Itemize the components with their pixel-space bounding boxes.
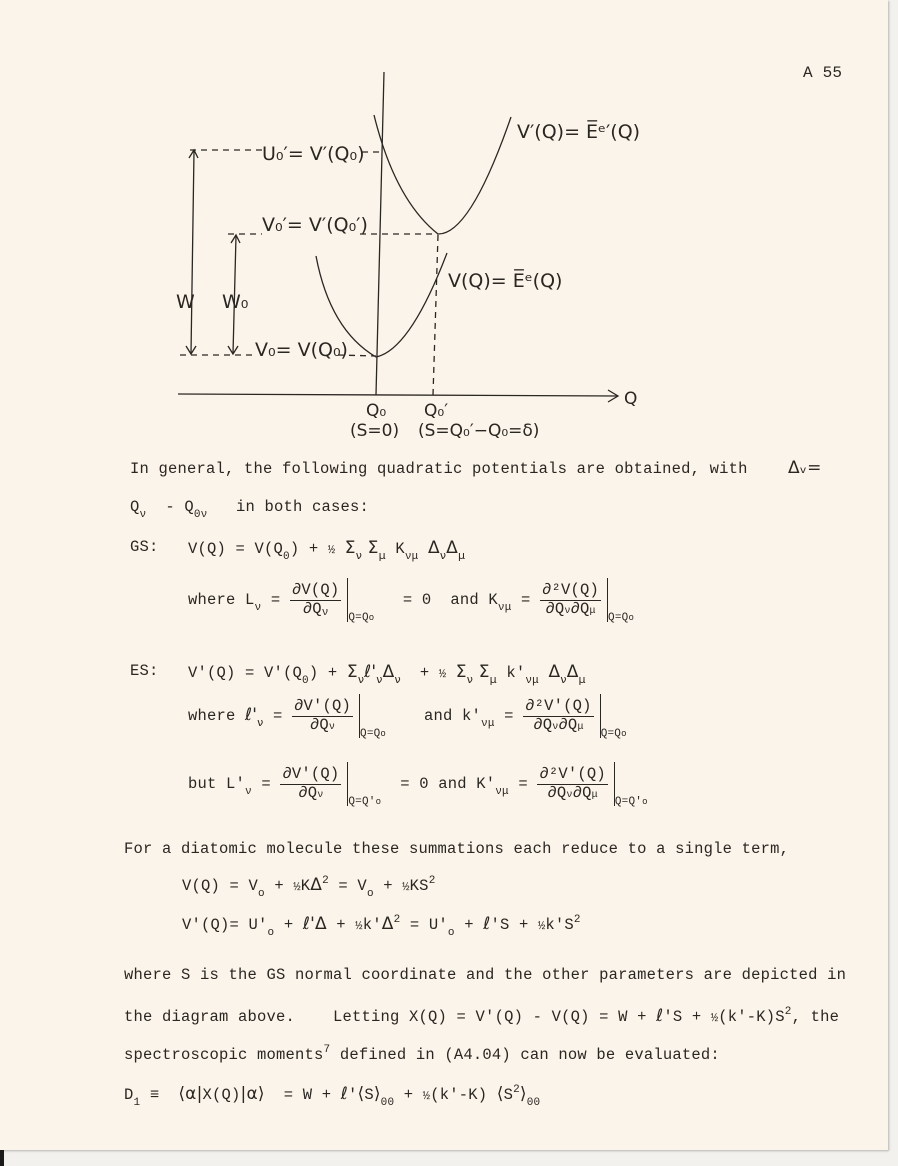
gs-where: where $L_\nu$ = $\frac{\partial V(Q)}{\partial Q\nu}$ $_{Q=Qo}$ = 0 and $K_{\nu\mu}$ = $\frac{\text{∂²V(Q)}}{\partial Q\nu\partial Q\mu}$ $_{Q=Qo}$ (188, 578, 634, 622)
d1-equation: $D_1$ ≡ ⟨α|X(Q)|α⟩ = $W + \ell'⟨S⟩_{00}$ + ½(k'-K) $⟨S^2⟩_{00}$ (124, 1084, 541, 1109)
eq-v-diatomic: $V(Q) = V_o$ + $\frac{1}{2}K\Delta^2 = V_o$ + $\frac{1}{2}KS^2$ (182, 875, 436, 900)
es-label: ES: (130, 662, 159, 680)
para2-line2-end: , the (791, 1008, 840, 1026)
intro-line-2: $Q_\nu - Q_{0\nu}$ in both cases: (130, 498, 370, 521)
label-u0-prime: U₀′= V′(Q₀) (262, 143, 365, 165)
label-q-axis: Q (624, 389, 638, 409)
intro-line-1 (130, 460, 748, 478)
page-number: A 55 (803, 64, 843, 82)
es-but: but $L'_\nu$ = $\frac{\partial V'(Q)}{\partial Q\nu}$ $_{Q=Q'o}$ = 0 and $K'_{\nu\mu}$ = $\frac{\text{∂²V'(Q)}}{\partial Q\nu\partial Q\mu}$ $_{Q=Q'o}$ (188, 762, 648, 806)
label-s-zero: (S=0) (350, 421, 400, 441)
para2-line3-end: defined in (A4.04) can now be evaluated: (330, 1046, 720, 1064)
in-both-cases: in both cases: (235, 498, 370, 516)
es-equation: $V'(Q) = V'(Q_0)$ + $\Sigma_\nu\ell'_\nu\Delta_\nu$ + ½ $\Sigma_\nu$ $\Sigma_\mu$ $k'_{\nu\mu}$ $\Delta_\nu\Delta_\mu$ (188, 662, 586, 687)
para2-line3 (124, 1046, 720, 1064)
q-nu: Q (130, 498, 140, 516)
minus-q0-nu: - Q (165, 498, 194, 516)
eq-vprime-diatomic: $V'(Q)= U'_o$ + ℓ'Δ + $\frac{1}{2}k'\Delta^2 = U'_o$ + ℓ'S + $\frac{1}{2}k'S^2$ (182, 914, 581, 939)
label-es-curve: V′(Q)= E̅ᵉ′(Q) (517, 121, 641, 143)
gs-label: GS: (130, 538, 159, 556)
scan-edge (0, 1150, 4, 1166)
footnote-ref: 7 (323, 1044, 331, 1056)
para2-line1: where S is the GS normal coordinate and the other parameters are depicted in (124, 966, 847, 984)
delta-nu-definition: Δᵥ= (788, 458, 822, 478)
label-gs-curve: V(Q)= E̅ᵉ(Q) (448, 270, 563, 292)
label-v0: V₀= V(Q₀) (255, 339, 348, 361)
potential-energy-diagram (0, 0, 888, 450)
label-s-delta: (S=Q₀′−Q₀=δ) (418, 421, 540, 441)
para2-line2: the diagram above. Letting X(Q) = V'(Q) - V(Q) = W + ℓ'S + $\frac{1}{2}(k'-K)S^2$, the (124, 1006, 840, 1026)
intro-text: In general, the following quadratic potentials are obtained, with (130, 460, 748, 478)
label-q0-prime: Q₀′ (424, 401, 449, 421)
label-q0: Q₀ (366, 401, 387, 421)
label-w0: W₀ (222, 291, 249, 313)
es-where: where $\ell'_\nu$ = $\frac{\partial V'(Q)}{\partial Q\nu}$ $_{Q=Qo}$ and $k'_{\nu\mu}$ = $\frac{\text{∂²V'(Q)}}{\partial Q\nu\partial Q\mu}$ $_{Q=Qo}$ (188, 694, 627, 738)
gs-equation: $V(Q) = V(Q_0)$ + ½ $\Sigma_\nu$ $\Sigma_\mu$ $K_{\nu\mu}$ $\Delta_\nu\Delta_\mu$ (188, 538, 466, 563)
label-v0-prime: V₀′= V′(Q₀′) (262, 214, 368, 236)
label-w: W (176, 291, 195, 313)
diatomic-sentence: For a diatomic molecule these summations each reduce to a single term, (124, 840, 790, 858)
para2-line2-start: the diagram above. (124, 1008, 296, 1026)
spectroscopic-moments: spectroscopic moments (124, 1046, 324, 1064)
